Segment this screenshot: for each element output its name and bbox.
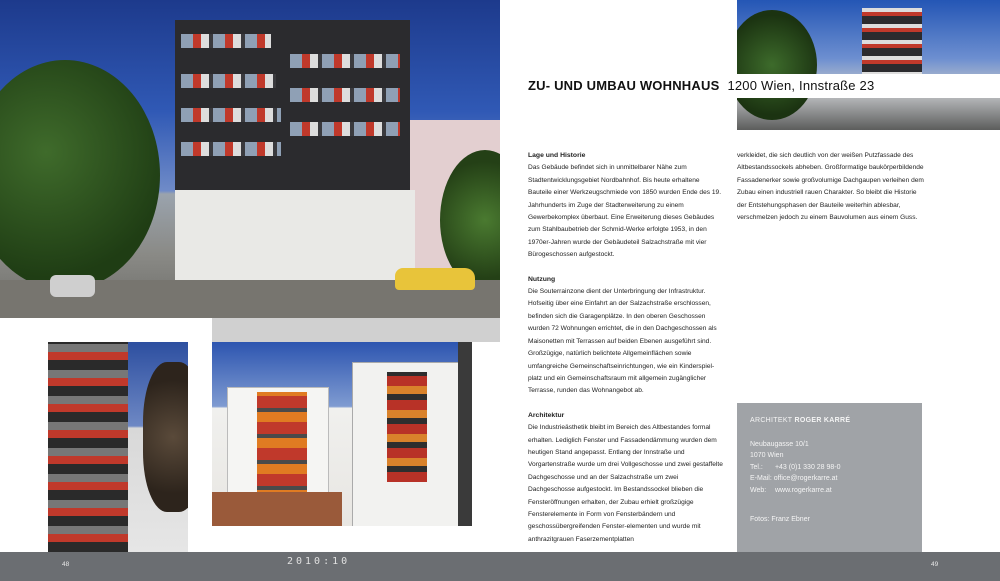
contact-web-row (750, 485, 920, 497)
parked-car (50, 275, 95, 297)
tree-left (0, 60, 160, 290)
contact-street: Neubaugasse 10/1 (750, 440, 809, 448)
architect-label: ARCHITEKT (750, 417, 793, 424)
architect-heading (750, 415, 920, 427)
section-text-lage: Das Gebäude befindet sich in unmittelbarer Nähe zum Stadtentwicklungsgebiet Nordbahnhof. Bis heute erhaltene Bauteile einer Werkzeugschmiede von 1850 wurden Ende des 19. Jahrhunderts im Zuge der Stadterweiterung zu einem Gewerbekomplex überbaut. Eine Erweiterung dieses Gebäudes zum Stahlbaubetrieb der Schmid-Werke erfolgte 1953, in den 1970er-Jahren wurde der Gebäudeteil Salzachstraße mit vier Bürogeschossen aufgestockt. (528, 164, 722, 259)
photo-frame-strip (212, 318, 500, 342)
street-view-photo (737, 0, 1000, 130)
colored-panels-right (387, 372, 427, 482)
yellow-car (395, 268, 475, 290)
contact-web[interactable]: www.rogerkarre.at (774, 486, 832, 494)
phone-label: Tel.: (750, 463, 763, 471)
courtyard-photo-edge (458, 342, 472, 526)
photo-credit: Fotos: Franz Ebner (750, 516, 810, 523)
section-text-architektur: Die Industrieästhetik bleibt im Bereich des Altbestandes formal erhalten. Lediglich Fenster und Fassadendämmung wurden dem heutigen Stand angepasst. Entlang der Innstraße und Vorgartenstraße wurde um drei Vollgeschosse und zwei gestaffelte Dachgeschosse und an der Salzachstraße um zwei Dachgeschosse aufgestockt. Im Bestandssockel blieben die Fensteröffnungen erhalten, der Zubau erhielt großzügige Fensterelemente in Form von Fensterbändern und geschossübergreifenden Fenster-elementen und wurde mit anthrazitgrauen Faserzementplatten (528, 424, 723, 543)
section-text-continued: verkleidet, die sich deutlich von der weißen Putzfassade des Altbestandssockels abheben. Großformatige baukörperbildende Fassadenerker sowie großvolumige Dachgaupen verleihen dem Zubau einen industriell rauen Charakter. So bleibt die Historie der Entstehungsphasen der Bauteile weiterhin ablesbar, verschmelzen jedoch zu einem Bauvolumen aus einem Guss. (737, 152, 924, 222)
contact-email[interactable]: E-Mail: office@rogerkarre.at (750, 475, 838, 482)
courtyard-terrace (212, 492, 342, 526)
page-number-left: 48 (62, 561, 70, 568)
article-address: 1200 Wien, Innstraße 23 (727, 78, 875, 93)
section-heading-lage: Lage und Historie (528, 152, 586, 159)
contact-phone: +43 (0)1 330 28 98-0 (774, 463, 841, 471)
section-heading-nutzung: Nutzung (528, 275, 556, 283)
text-column-2 (737, 150, 927, 224)
contact-phone-row (750, 462, 920, 474)
page-footer (0, 552, 1000, 581)
contact-city: 1070 Wien (750, 452, 784, 459)
article-heading: ZU- UND UMBAU WOHNHAUS (528, 78, 720, 93)
architect-name: ROGER KARRÉ (794, 417, 851, 424)
section-text-nutzung: Die Souterrainzone dient der Unterbringung der Infrastruktur. Hofseitig über eine Einfahrt an der Salzachstraße erschlossen, befinden sich die Garagenplätze. In den oberen Geschossen wurden 72 Wohnungen errichtet, die in den Dachgeschossen als Maisonetten mit Terrassen auf beiden Ebenen ausgeführt sind. Großzügige, natürlich belichtete Allgemeinflächen sowie umfangreiche Gemeinschaftseinrichtungen, wie ein Kinderspiel-platz und ein Gemeinschaftsraum mit allgemein zugänglicher Terrasse, runden das Wohnangebot ab. (528, 288, 717, 395)
tree (737, 10, 817, 120)
corner-facade-photo (48, 342, 188, 552)
section-heading-architektur: Architektur (528, 411, 565, 419)
main-building-photo (0, 0, 500, 318)
page-number-right: 49 (931, 561, 939, 568)
web-label: Web: (750, 486, 767, 494)
base-building (175, 190, 415, 280)
article-title (528, 78, 874, 93)
text-column-1 (528, 150, 723, 546)
bare-tree (143, 362, 188, 512)
courtyard-photo (212, 342, 472, 526)
facade (48, 342, 128, 552)
magazine-issue: 2010:10 (287, 556, 351, 567)
